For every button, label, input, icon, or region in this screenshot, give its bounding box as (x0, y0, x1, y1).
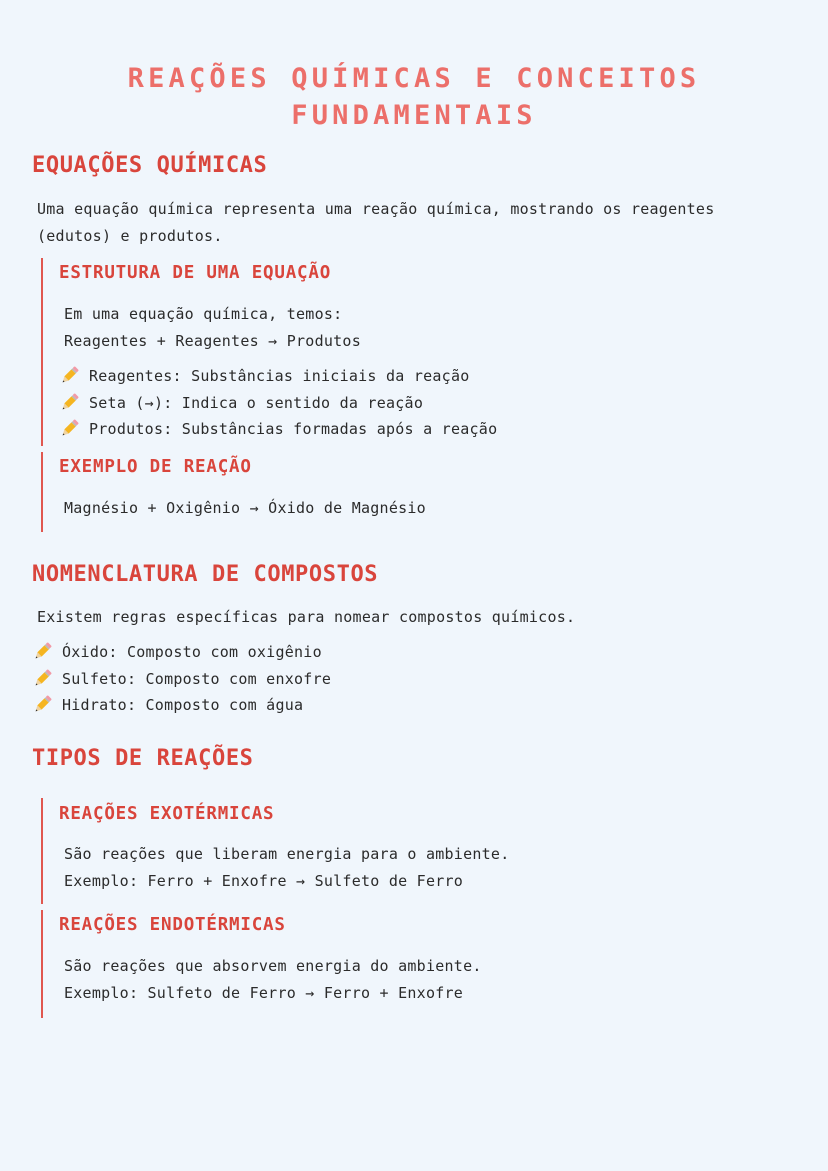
pencil-icon (59, 393, 79, 413)
list-item-text: Reagentes: Substâncias iniciais da reação (89, 367, 470, 385)
pencil-icon (32, 642, 52, 662)
section-heading-equacoes: EQUAÇÕES QUÍMICAS (32, 153, 268, 178)
pencil-icon (32, 669, 52, 689)
list-item-text: Hidrato: Composto com água (62, 696, 304, 714)
pencil-icon (59, 366, 79, 386)
exemplo-block (41, 452, 426, 532)
list-item-text: Produtos: Substâncias formadas após a reação (89, 420, 498, 438)
exotermicas-line-2: Exemplo: Ferro + Enxofre → Sulfeto de Ferro (64, 871, 464, 890)
list-item (32, 692, 331, 719)
equacoes-intro (37, 196, 715, 249)
pencil-icon (32, 695, 52, 715)
list-item (59, 363, 497, 390)
nomenclatura-list (32, 639, 331, 719)
list-item (59, 416, 497, 443)
list-item-text: Seta (→): Indica o sentido da reação (89, 393, 424, 412)
exemplo-text: Magnésio + Oxigênio → Óxido de Magnésio (64, 499, 426, 517)
list-item (32, 639, 331, 666)
section-heading-tipos: TIPOS DE REAÇÕES (32, 746, 254, 771)
nomenclatura-intro: Existem regras específicas para nomear compostos químicos. (37, 608, 576, 626)
section-heading-nomenclatura: NOMENCLATURA DE COMPOSTOS (32, 562, 379, 587)
estrutura-text (64, 301, 497, 354)
estrutura-line-1: Em uma equação química, temos: (64, 305, 343, 323)
endotermicas-block (41, 910, 482, 1018)
list-item-text: Sulfeto: Composto com enxofre (62, 669, 332, 688)
equacoes-intro-line-1: Uma equação química representa uma reação química, mostrando os reagentes (37, 200, 715, 218)
estrutura-block (41, 258, 497, 446)
subheading-estrutura: ESTRUTURA DE UMA EQUAÇÃO (59, 263, 332, 283)
document-title (0, 60, 828, 134)
document-title-line-2: FUNDAMENTAIS (291, 100, 537, 132)
endotermicas-line-1: São reações que absorvem energia do ambiente. (64, 957, 482, 975)
endotermicas-text (64, 953, 482, 1006)
subheading-exotermicas: REAÇÕES EXOTÉRMICAS (59, 804, 275, 824)
list-item-text: Óxido: Composto com oxigênio (62, 643, 322, 661)
subheading-endotermicas: REAÇÕES ENDOTÉRMICAS (59, 915, 286, 935)
list-item (59, 390, 497, 417)
list-item (32, 666, 331, 693)
estrutura-list (59, 363, 497, 443)
exotermicas-line-1: São reações que liberam energia para o ambiente. (64, 845, 510, 863)
subheading-exemplo: EXEMPLO DE REAÇÃO (59, 457, 252, 477)
estrutura-line-2: Reagentes + Reagentes → Produtos (64, 331, 361, 350)
exotermicas-text (64, 841, 509, 894)
exotermicas-block (41, 798, 509, 904)
equacoes-intro-line-2: (edutos) e produtos. (37, 226, 223, 245)
endotermicas-line-2: Exemplo: Sulfeto de Ferro → Ferro + Enxofre (64, 983, 464, 1002)
document-title-line-1: REAÇÕES QUÍMICAS E CONCEITOS (127, 63, 701, 95)
pencil-icon (59, 419, 79, 439)
